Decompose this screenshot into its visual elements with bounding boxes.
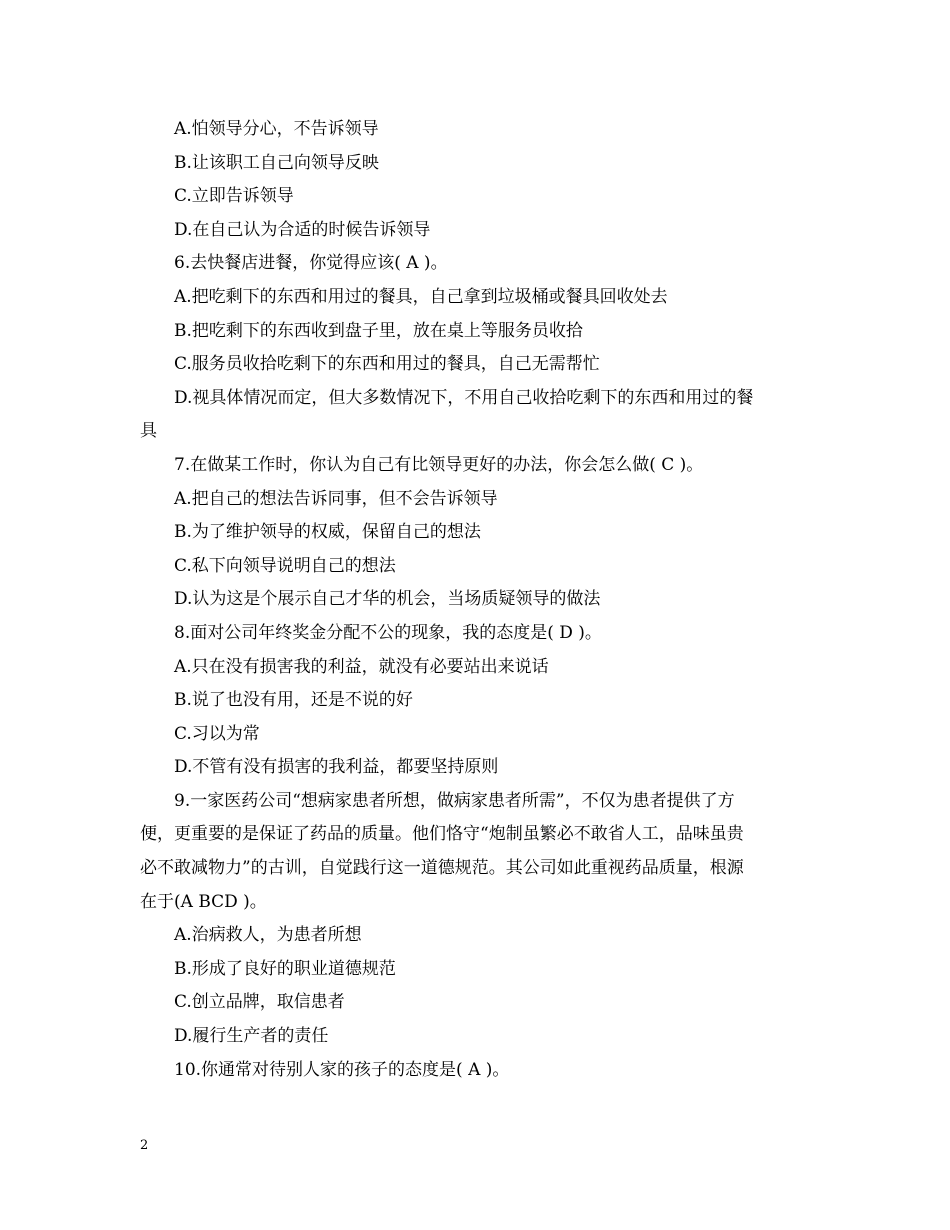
text-line: 10.你通常对待别人家的孩子的态度是( A )。 xyxy=(174,1059,510,1080)
text-line: A.把吃剩下的东西和用过的餐具，自己拿到垃圾桶或餐具回收处去 xyxy=(174,286,668,307)
text-line: D.认为这是个展示自己才华的机会，当场质疑领导的做法 xyxy=(174,589,601,610)
text-line: 7.在做某工作时，你认为自己有比领导更好的办法，你会怎么做( C )。 xyxy=(174,454,704,475)
text-line: A.怕领导分心，不告诉领导 xyxy=(174,119,379,139)
text-line: 便，更重要的是保证了药品的质量。他们恪守“炮制虽繁必不敢省人工，品味虽贵 xyxy=(140,824,744,845)
page-number: 2 xyxy=(140,1138,149,1153)
text-line: C.私下向领导说明自己的想法 xyxy=(174,555,396,576)
text-line: B.为了维护领导的权威，保留自己的想法 xyxy=(174,522,481,543)
text-line: B.形成了良好的职业道德规范 xyxy=(174,958,396,979)
text-line: D.在自己认为合适的时候告诉领导 xyxy=(174,219,431,240)
text-line: B.把吃剩下的东西收到盘子里，放在桌上等服务员收拾 xyxy=(174,320,583,341)
text-line: B.让该职工自己向领导反映 xyxy=(174,152,379,173)
text-line: A.治病救人，为患者所想 xyxy=(174,925,362,946)
text-line: B.说了也没有用，还是不说的好 xyxy=(174,690,413,711)
text-line: D.履行生产者的责任 xyxy=(174,1026,329,1047)
text-line: C.创立品牌，取信患者 xyxy=(174,992,345,1013)
text-line: 具 xyxy=(140,421,157,442)
text-line: A.把自己的想法告诉同事，但不会告诉领导 xyxy=(174,488,498,509)
text-line: C.服务员收拾吃剩下的东西和用过的餐具，自己无需帮忙 xyxy=(174,354,600,375)
text-line: 必不敢减物力”的古训，自觉践行这一道德规范。其公司如此重视药品质量，根源 xyxy=(140,858,744,879)
text-line: 6.去快餐店进餐，你觉得应该( A )。 xyxy=(174,253,448,274)
page-body xyxy=(140,113,815,1087)
text-line: A.只在没有损害我的利益，就没有必要站出来说话 xyxy=(174,656,549,677)
text-line: C.立即告诉领导 xyxy=(174,186,294,207)
text-line: D.不管有没有损害的我利益，都要坚持原则 xyxy=(174,757,499,778)
text-line: C.习以为常 xyxy=(174,723,260,744)
text-line: 在于(A BCD )。 xyxy=(140,891,267,912)
text-line: 8.面对公司年终奖金分配不公的现象，我的态度是( D )。 xyxy=(174,622,602,643)
text-line: 9.一家医药公司“想病家患者所想，做病家患者所需”，不仅为患者提供了方 xyxy=(174,790,735,811)
text-line: D.视具体情况而定，但大多数情况下，不用自己收拾吃剩下的东西和用过的餐 xyxy=(174,387,754,408)
